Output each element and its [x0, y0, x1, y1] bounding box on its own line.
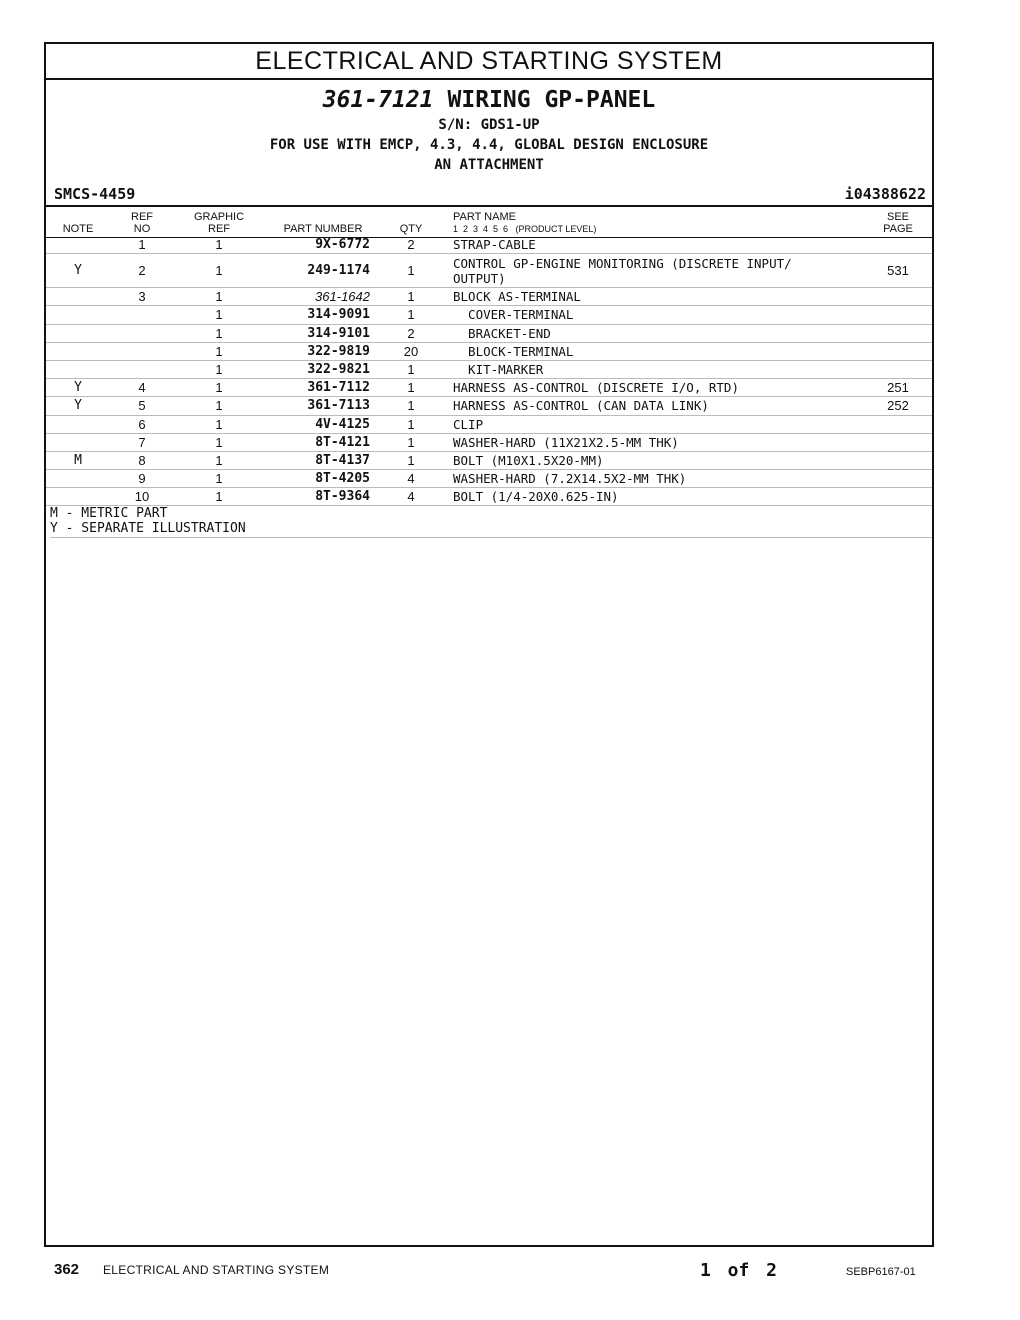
row-qty: 4 — [407, 489, 415, 505]
row-see-page: 251 — [887, 380, 909, 396]
table-row — [46, 254, 932, 288]
row-part-name: HARNESS AS-CONTROL (DISCRETE I/O, RTD) — [453, 380, 739, 396]
row-graphic-ref: 1 — [215, 237, 223, 253]
row-ref-no: 6 — [138, 416, 146, 432]
table-row — [46, 288, 932, 306]
row-graphic-ref: 1 — [215, 307, 223, 323]
row-qty: 2 — [407, 237, 415, 253]
row-see-page — [876, 470, 920, 487]
row-ref-no: 4 — [138, 380, 146, 396]
row-see-page — [876, 288, 920, 305]
row-see-page — [876, 416, 920, 433]
row-see-page — [876, 488, 920, 505]
row-note — [56, 434, 100, 451]
row-ref-no — [124, 306, 160, 323]
row-graphic-ref: 1 — [215, 416, 223, 432]
row-part-number: 361-7113 — [307, 398, 370, 414]
row-note — [56, 361, 100, 378]
table-row — [46, 452, 932, 470]
row-part-name: WASHER-HARD (11X21X2.5-MM THK) — [453, 434, 679, 450]
row-part-number: 361-7112 — [307, 380, 370, 396]
col-ref-top: REF — [131, 211, 153, 223]
table-row — [46, 236, 932, 254]
footer-sheet-count: 1 of 2 — [700, 1260, 778, 1281]
serial-number: S/N: GDS1-UP — [438, 117, 540, 133]
row-part-name: BOLT (M10X1.5X20-MM) — [453, 452, 604, 468]
row-qty: 4 — [407, 471, 415, 487]
row-ref-no — [124, 361, 160, 378]
row-part-name: BLOCK-TERMINAL — [453, 343, 574, 359]
row-qty: 1 — [407, 416, 415, 432]
row-part-name: STRAP-CABLE — [453, 237, 536, 253]
row-note: Y — [74, 398, 82, 414]
row-note: Y — [74, 380, 82, 396]
table-row — [46, 306, 932, 324]
row-ref-no: 7 — [138, 434, 146, 450]
row-part-name: BRACKET-END — [453, 325, 551, 341]
row-ref-no — [124, 343, 160, 360]
row-graphic-ref: 1 — [215, 398, 223, 414]
row-part-number: 322-9821 — [307, 362, 370, 378]
smcs-code: SMCS-4459 — [54, 185, 136, 203]
row-note — [56, 488, 100, 505]
table-row — [46, 397, 932, 415]
row-qty: 1 — [407, 362, 415, 378]
note-separate: Y - SEPARATE ILLUSTRATION — [50, 521, 246, 536]
row-part-number: 4V-4125 — [315, 416, 370, 432]
row-note — [56, 325, 100, 342]
row-graphic-ref: 1 — [215, 362, 223, 378]
row-qty: 1 — [407, 263, 415, 279]
row-note — [56, 343, 100, 360]
row-graphic-ref: 1 — [215, 452, 223, 468]
row-note: M — [74, 452, 82, 468]
row-qty: 1 — [407, 434, 415, 450]
row-part-number: 8T-4205 — [315, 471, 370, 487]
table-row — [46, 343, 932, 361]
row-ref-no: 9 — [138, 471, 146, 487]
row-ref-no: 1 — [138, 237, 146, 253]
row-ref-no: 8 — [138, 452, 146, 468]
row-qty: 1 — [407, 289, 415, 305]
row-note — [56, 470, 100, 487]
table-row — [46, 379, 932, 397]
row-qty: 2 — [407, 325, 415, 341]
row-part-name: CLIP — [453, 416, 484, 432]
section-title: ELECTRICAL AND STARTING SYSTEM — [46, 44, 932, 80]
row-ref-no: 3 — [138, 289, 146, 305]
table-row — [46, 488, 932, 506]
row-part-name: CONTROL GP-ENGINE MONITORING (DISCRETE INPUT/ OUTPUT) — [453, 255, 792, 286]
illustration-reference: i04388622 — [844, 185, 926, 203]
attachment-line: AN ATTACHMENT — [434, 157, 544, 173]
row-see-page — [876, 306, 920, 323]
row-part-name: WASHER-HARD (7.2X14.5X2-MM THK) — [453, 471, 687, 487]
row-qty: 1 — [407, 307, 415, 323]
usage-line: FOR USE WITH EMCP, 4.3, 4.4, GLOBAL DESIGN ENCLOSURE — [269, 137, 709, 153]
col-see-top: SEE — [886, 211, 909, 223]
row-qty: 20 — [403, 343, 419, 359]
row-qty: 1 — [407, 380, 415, 396]
row-graphic-ref: 1 — [215, 471, 223, 487]
row-graphic-ref: 1 — [215, 343, 223, 359]
row-qty: 1 — [407, 452, 415, 468]
table-row — [46, 434, 932, 452]
table-header — [46, 205, 932, 238]
col-product-levels: 1 2 3 4 5 6 (PRODUCT LEVEL) — [453, 224, 597, 234]
row-part-number: 8T-4121 — [315, 434, 370, 450]
row-see-page: 531 — [887, 263, 909, 279]
row-part-number: 8T-9364 — [315, 489, 370, 505]
col-qty: QTY — [399, 223, 423, 235]
row-part-number: 314-9091 — [307, 307, 370, 323]
row-part-number: 314-9101 — [307, 325, 370, 341]
row-see-page — [876, 434, 920, 451]
row-graphic-ref: 1 — [215, 489, 223, 505]
row-graphic-ref: 1 — [215, 325, 223, 341]
footer-section-name: ELECTRICAL AND STARTING SYSTEM — [103, 1263, 330, 1277]
col-graphic-bottom: REF — [208, 223, 230, 235]
row-ref-no — [124, 325, 160, 342]
row-see-page — [876, 343, 920, 360]
row-graphic-ref: 1 — [215, 263, 223, 279]
table-row — [46, 470, 932, 488]
row-part-number: 249-1174 — [307, 263, 370, 279]
row-note: Y — [74, 263, 82, 279]
row-part-name: HARNESS AS-CONTROL (CAN DATA LINK) — [453, 398, 709, 414]
row-part-name: KIT-MARKER — [453, 362, 544, 378]
note-metric: M - METRIC PART — [50, 506, 168, 521]
parts-table-body — [46, 236, 932, 506]
footer-page-number: 362 — [54, 1261, 80, 1278]
col-part-name: PART NAME — [453, 211, 516, 223]
col-note: NOTE — [62, 223, 94, 235]
row-part-number: 322-9819 — [307, 343, 370, 359]
col-see-bottom: PAGE — [883, 223, 913, 235]
row-ref-no: 10 — [134, 489, 150, 505]
row-part-name: COVER-TERMINAL — [453, 307, 574, 323]
group-part-number: 361-7121 — [322, 87, 434, 113]
row-see-page — [876, 325, 920, 342]
notes-block — [50, 506, 932, 538]
row-see-page — [876, 236, 920, 253]
table-row — [46, 325, 932, 343]
row-part-name: BOLT (1/4-20X0.625-IN) — [453, 489, 619, 505]
footer-document-id: SEBP6167-01 — [846, 1266, 916, 1278]
row-part-number: 361-1642 — [315, 289, 370, 305]
row-graphic-ref: 1 — [215, 380, 223, 396]
table-row — [46, 416, 932, 434]
row-note — [56, 416, 100, 433]
row-part-name: BLOCK AS-TERMINAL — [453, 289, 581, 305]
row-see-page — [876, 361, 920, 378]
group-title: WIRING GP-PANEL — [447, 87, 656, 113]
group-heading — [46, 86, 932, 114]
row-graphic-ref: 1 — [215, 289, 223, 305]
col-part-number: PART NUMBER — [283, 223, 363, 235]
row-ref-no: 2 — [138, 263, 146, 279]
row-note — [56, 288, 100, 305]
row-part-number: 8T-4137 — [315, 452, 370, 468]
row-see-page — [876, 452, 920, 469]
col-graphic-top: GRAPHIC — [193, 211, 245, 223]
row-graphic-ref: 1 — [215, 434, 223, 450]
table-row — [46, 361, 932, 379]
row-part-number: 9X-6772 — [315, 237, 370, 253]
row-note — [56, 306, 100, 323]
row-note — [56, 236, 100, 253]
col-ref-bottom: NO — [133, 223, 151, 235]
row-see-page: 252 — [887, 398, 909, 414]
row-qty: 1 — [407, 398, 415, 414]
row-ref-no: 5 — [138, 398, 146, 414]
page-frame — [44, 42, 934, 1247]
